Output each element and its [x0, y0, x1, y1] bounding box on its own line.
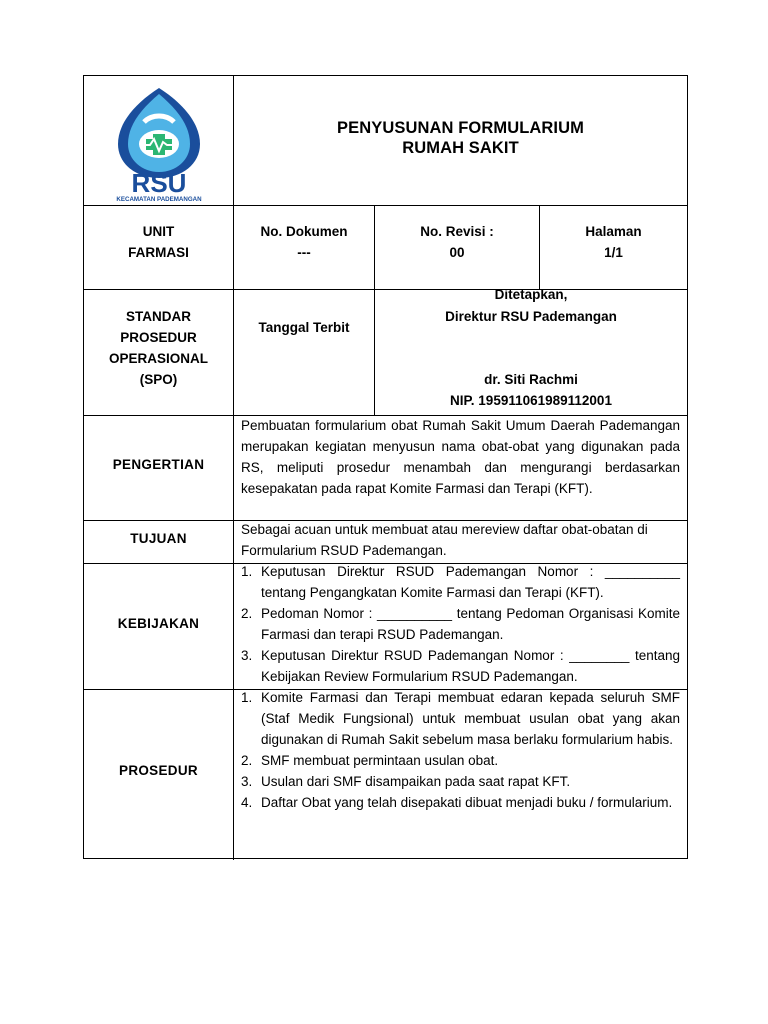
unit-cell	[84, 221, 233, 263]
list-number: 2.	[241, 606, 253, 621]
dokumen-label: No. Dokumen	[260, 224, 348, 239]
divider	[233, 76, 234, 860]
list-number: 4.	[241, 795, 253, 810]
ditetapkan-label: Ditetapkan,	[494, 287, 568, 302]
spo-label-line: (SPO)	[139, 372, 178, 387]
list-number: 1.	[241, 564, 253, 579]
list-text: Pedoman Nomor : __________ tentang Pedoman Organisasi Komite Farmasi dan terapi RSUD Pademangan.	[261, 606, 680, 642]
tujuan-label: TUJUAN	[130, 531, 187, 546]
dokumen-value: ---	[297, 245, 311, 260]
list-item	[241, 792, 680, 813]
pengertian-text	[241, 415, 680, 499]
list-text: Daftar Obat yang telah disepakati dibuat menjadi buku / formularium.	[261, 795, 673, 810]
spo-label-line: STANDAR	[126, 309, 191, 324]
ditetapkan-block	[375, 284, 687, 305]
direktur-label: Direktur RSU Pademangan	[445, 309, 617, 324]
list-number: 3.	[241, 648, 253, 663]
dokumen-cell	[234, 221, 374, 263]
list-item	[241, 771, 680, 792]
spo-label-cell	[84, 306, 233, 390]
title-line-1: PENYUSUNAN FORMULARIUM	[337, 119, 584, 137]
spo-label-line: OPERASIONAL	[108, 351, 208, 366]
kebijakan-label: KEBIJAKAN	[117, 616, 200, 631]
halaman-cell	[540, 221, 687, 263]
list-text: Keputusan Direktur RSUD Pademangan Nomor : __________ tentang Pengangkatan Komite Farmasi dan Terapi (KFT).	[261, 564, 680, 600]
unit-value: FARMASI	[128, 245, 189, 260]
prosedur-label: PROSEDUR	[119, 763, 198, 778]
kebijakan-list-cell	[241, 561, 680, 687]
title-line-2: RUMAH SAKIT	[402, 139, 519, 157]
pengertian-paragraph: Pembuatan formularium obat Rumah Sakit Umum Daerah Pademangan merupakan kegiatan menyusun nama obat-obat yang digunakan pada RS, meliputi prosedur menambah dan mengurangi berdasarkan kesepakatan pada rapat Komite Farmasi dan Terapi (KFT).	[241, 418, 680, 496]
signer-nip: NIP. 195911061989112001	[450, 393, 612, 408]
rsu-logo	[104, 84, 214, 202]
list-item	[241, 645, 680, 687]
list-text: Komite Farmasi dan Terapi membuat edaran kepada seluruh SMF (Staf Medik Fungsional) untuk membuat usulan obat yang akan digunakan di Rumah Sakit sebelum masa berlaku formularium habis.	[261, 690, 680, 747]
list-text: Usulan dari SMF disampaikan pada saat rapat KFT.	[261, 774, 571, 789]
unit-label: UNIT	[142, 224, 175, 239]
list-item	[241, 687, 680, 750]
list-item	[241, 603, 680, 645]
tujuan-paragraph: Sebagai acuan untuk membuat atau mereview daftar obat-obatan di Formularium RSUD Pademangan.	[241, 522, 648, 558]
pengertian-label: PENGERTIAN	[112, 457, 205, 472]
prosedur-list-cell	[241, 687, 680, 813]
spo-label-line: PROSEDUR	[120, 330, 197, 345]
list-text: SMF membuat permintaan usulan obat.	[261, 753, 499, 768]
halaman-value: 1/1	[604, 245, 623, 260]
list-item	[241, 750, 680, 771]
list-number: 2.	[241, 753, 253, 768]
rsu-logo-icon	[104, 84, 214, 202]
kebijakan-list	[241, 561, 680, 687]
revisi-cell	[375, 221, 539, 263]
svg-text:KECAMATAN PADEMANGAN: KECAMATAN PADEMANGAN	[116, 196, 202, 202]
tujuan-text	[241, 519, 680, 561]
list-text: Keputusan Direktur RSUD Pademangan Nomor : ________ tentang Kebijakan Review Formularium RSUD Pademangan.	[261, 648, 680, 684]
list-number: 3.	[241, 774, 253, 789]
halaman-label: Halaman	[585, 224, 642, 239]
revisi-label: No. Revisi :	[420, 224, 494, 239]
divider	[84, 205, 687, 206]
list-item	[241, 561, 680, 603]
signer-name: dr. Siti Rachmi	[484, 372, 578, 387]
spo-document-table	[83, 75, 688, 859]
prosedur-list	[241, 687, 680, 813]
revisi-value: 00	[449, 245, 465, 260]
svg-text:RSU: RSU	[131, 168, 187, 198]
tanggal-terbit-label: Tanggal Terbit	[258, 320, 350, 335]
document-title	[234, 118, 687, 158]
list-number: 1.	[241, 690, 253, 705]
